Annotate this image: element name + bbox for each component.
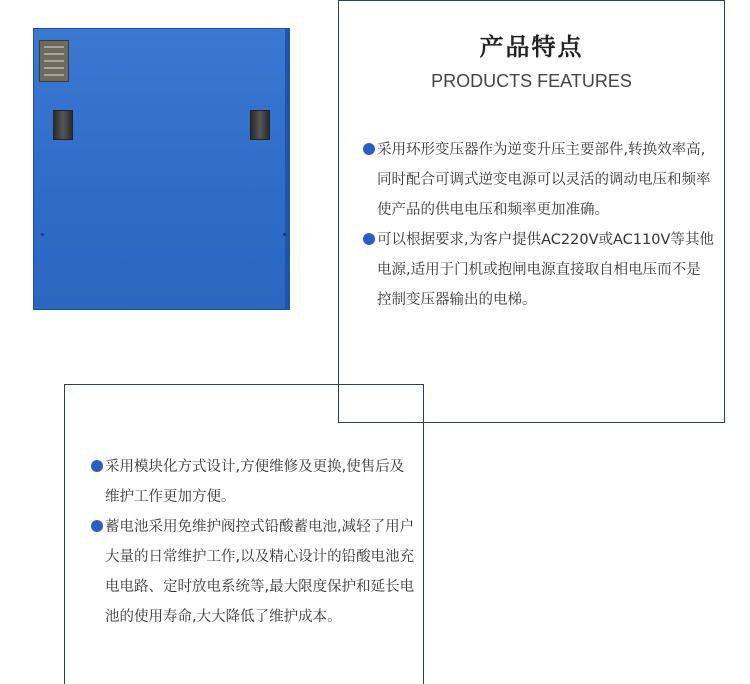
page-subtitle: PRODUCTS FEATURES [431, 71, 632, 91]
screw [41, 233, 44, 236]
features-panel-bottom [64, 384, 424, 684]
list-item [91, 452, 417, 512]
product-image [33, 28, 290, 310]
bullet-icon [91, 460, 103, 472]
feature-text: 蓄电池采用免维护阀控式铅酸蓄电池,减轻了用户大量的日常维护工作,以及精心设计的铅酸电池充电电路、定时放电系统等,最大限度保护和延长电池的使用寿命,大大降低了维护成本。 [105, 519, 415, 625]
bullet-icon [363, 233, 375, 245]
bullet-icon [363, 143, 375, 155]
page-title: 产品特点 [479, 33, 584, 61]
bullet-icon [91, 520, 103, 532]
feature-text: 采用模块化方式设计,方便维修及更换,使售后及维护工作更加方便。 [105, 459, 405, 505]
feature-text: 可以根据要求,为客户提供AC220V或AC110V等其他电源,适用于门机或抱闸电源直接取自相电压而不是控制变压器输出的电梯。 [377, 232, 714, 308]
features-panel-top [338, 0, 725, 423]
feature-list-top [363, 135, 715, 315]
feature-text: 采用环形变压器作为逆变升压主要部件,转换效率高,同时配合可调式逆变电源可以灵活的调动电压和频率使产品的供电电压和频率更加准确。 [377, 142, 711, 218]
cabinet-edge [285, 28, 290, 310]
list-item [91, 512, 417, 632]
list-item [363, 225, 715, 315]
right-handle [250, 110, 270, 140]
list-item [363, 135, 715, 225]
screw [283, 233, 286, 236]
nameplate [39, 40, 69, 82]
feature-list-bottom [91, 452, 417, 632]
left-handle [53, 110, 73, 140]
